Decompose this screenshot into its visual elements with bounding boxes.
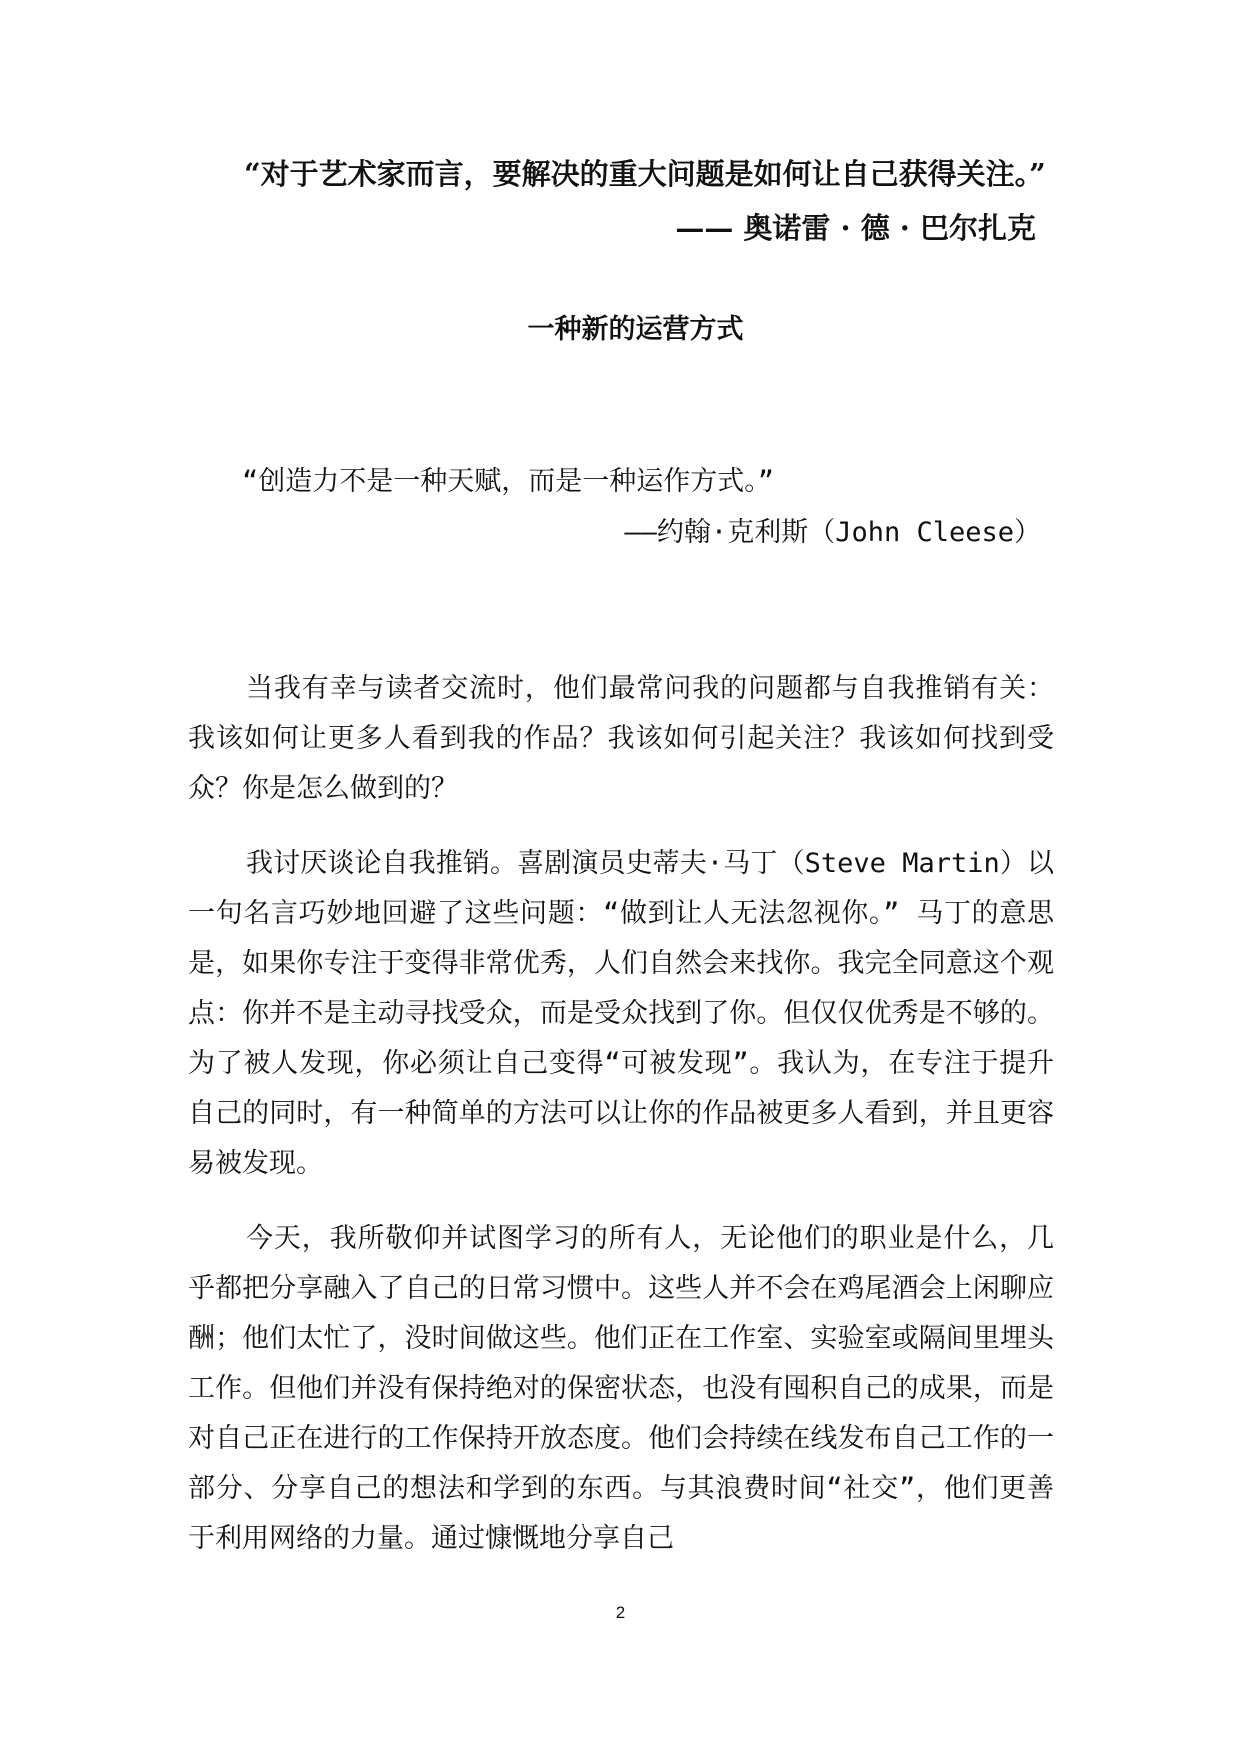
epigraph-attribution: —— 奥诺雷 · 德 · 巴尔扎克 bbox=[675, 211, 1036, 245]
paragraph: 当我有幸与读者交流时，他们最常问我的问题都与自我推销有关：我该如何让更多人看到我的作品？我该如何引起关注？我该如何找到受众？你是怎么做到的？ bbox=[188, 673, 1054, 804]
page-number: 2 bbox=[615, 1603, 626, 1622]
paragraph: 今天，我所敬仰并试图学习的所有人，无论他们的职业是什么，几乎都把分享融入了自己的日常习惯中。这些人并不会在鸡尾酒会上闲聊应酬；他们太忙了，没时间做这些。他们正在工作室、实验室或隔间里埋头工作。但他们并没有保持绝对的保密状态，也没有囤积自己的成果，而是对自己正在进行的工作保持开放态度。他们会持续在线发布自己工作的一部分、分享自己的想法和学到的东西。与其浪费时间“社交”，他们更善于利用网络的力量。通过慷慨地分享自己 bbox=[188, 1223, 1054, 1554]
opening-quote: “创造力不是一种天赋，而是一种运作方式。” bbox=[242, 466, 775, 497]
opening-quote-attribution: ——约翰·克利斯（John Cleese） bbox=[624, 517, 1041, 548]
paragraph: 我讨厌谈论自我推销。喜剧演员史蒂夫·马丁（Steve Martin）以一句名言巧妙地回避了这些问题：“做到让人无法忽视你。” 马丁的意思是，如果你专注于变得非常优秀，人们自然会来找你。我完全同意这个观点：你并不是主动寻找受众，而是受众找到了你。但仅仅优秀是不够的。为了被人发现，你必须让自己变得“可被发现”。我认为，在专注于提升自己的同时，有一种简单的方法可以让你的作品被更多人看到，并且更容易被发现。 bbox=[188, 848, 1054, 1179]
epigraph-quote: “对于艺术家而言，要解决的重大问题是如何让自己获得关注。” bbox=[244, 157, 1046, 191]
body-text bbox=[188, 664, 1054, 1589]
chapter-title: 一种新的运营方式 bbox=[527, 314, 744, 345]
